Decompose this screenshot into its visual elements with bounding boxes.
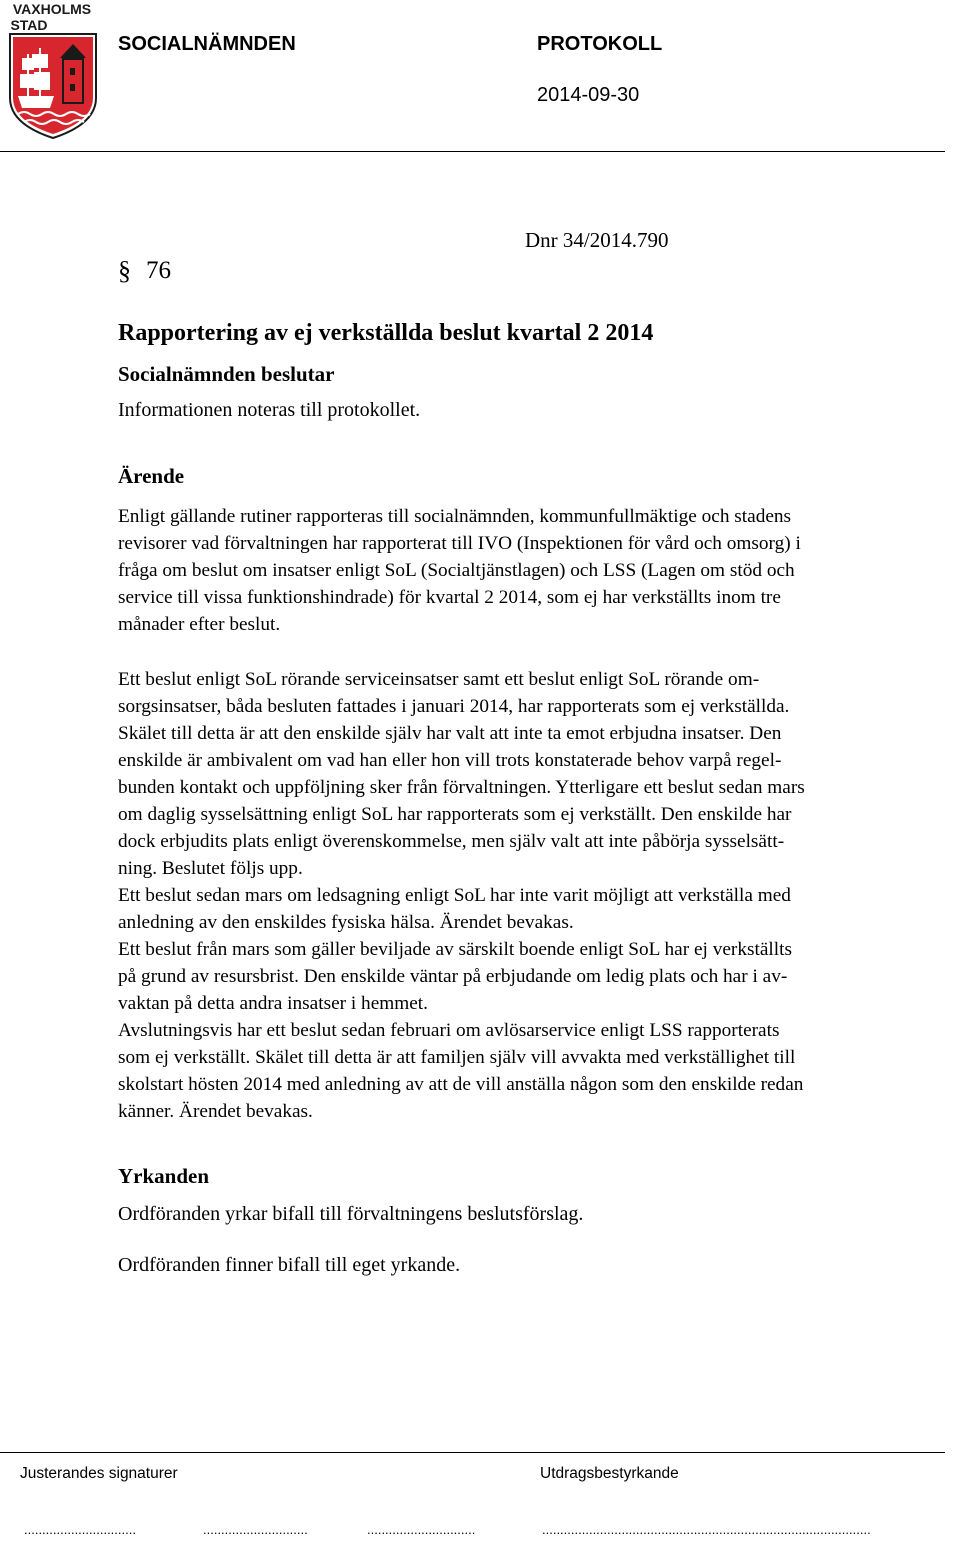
vaxholm-logo (4, 0, 100, 140)
text-line: anledning av den enskildes fysiska hälsa. Ärendet bevakas. (118, 912, 574, 933)
organisation-name: SOCIALNÄMNDEN (118, 33, 296, 55)
document-type: PROTOKOLL (537, 33, 663, 55)
decision-heading: Socialnämnden beslutar (118, 362, 335, 386)
text-line: som ej verkställt. Skälet till detta är att familjen själv vill avvakta med verkställighet till (118, 1047, 796, 1068)
footer-divider (0, 1452, 945, 1453)
text-line: Enligt gällande rutiner rapporteras till socialnämnden, kommunfullmäktige och stadens (118, 506, 792, 527)
text-line: service till vissa funktionshindrade) för kvartal 2 2014, som ej har verkställts inom tre (118, 587, 781, 608)
signatures-label: Justerandes signaturer (20, 1465, 178, 1482)
logo-text-line2: STAD (10, 17, 48, 33)
text-line: ning. Beslutet följs upp. (118, 858, 303, 879)
text-line: revisorer vad förvaltningen har rapporterat till IVO (Inspektionen för vård och omsorg) i (118, 533, 801, 554)
text-line: om daglig sysselsättning enligt SoL har rapporterats som ej verkställt. Den enskilde har (118, 804, 792, 825)
extract-signature-line: ........................................................................................... (542, 1522, 871, 1537)
text-line: skolstart hösten 2014 med anledning av att de vill anställa någon som den enskilde redan (118, 1074, 804, 1095)
matter-heading: Ärende (118, 464, 185, 488)
extract-certification-label: Utdragsbestyrkande (540, 1465, 679, 1482)
paragraph-number: 76 (146, 257, 171, 284)
vaxholm-coat-of-arms-icon (4, 0, 100, 140)
motions-text-2: Ordföranden finner bifall till eget yrkande. (118, 1254, 461, 1276)
header-divider (0, 151, 945, 152)
text-line: dock erbjudits plats enligt överenskommelse, men själv valt att inte påbörja sysselsätt- (118, 831, 785, 852)
matter-paragraph-2 (118, 666, 960, 1125)
text-line: Ett beslut sedan mars om ledsagning enligt SoL har inte varit möjligt att verkställa med (118, 885, 791, 906)
motions-heading: Yrkanden (118, 1164, 210, 1188)
logo-text-line1: VAXHOLMS (12, 1, 92, 17)
text-line: på grund av resursbrist. Den enskilde väntar på erbjudande om ledig plats och har i av- (118, 966, 788, 987)
text-line: fråga om beslut om insatser enligt SoL (Socialtjänstlagen) och LSS (Lagen om stöd och (118, 560, 795, 581)
matter-paragraph-1 (118, 503, 960, 638)
text-line: Skälet till detta är att den enskilde själv har valt att inte ta emot erbjudna insatser. Den (118, 723, 782, 744)
diary-number: Dnr 34/2014.790 (525, 228, 669, 252)
text-line: sorgsinsatser, båda besluten fattades i januari 2014, har rapporterats som ej verkställda. (118, 696, 790, 717)
signature-line-2: ............................. (203, 1522, 308, 1537)
text-line: månader efter beslut. (118, 614, 281, 635)
meeting-date: 2014-09-30 (537, 84, 640, 106)
document-title: Rapportering av ej verkställda beslut kvartal 2 2014 (118, 320, 654, 346)
signature-line-3: .............................. (367, 1522, 476, 1537)
text-line: Ett beslut enligt SoL rörande serviceinsatser samt ett beslut enligt SoL rörande om- (118, 669, 760, 690)
signature-line-1: ............................... (24, 1522, 136, 1537)
text-line: känner. Ärendet bevakas. (118, 1101, 313, 1122)
text-line: Avslutningsvis har ett beslut sedan februari om avlösarservice enligt LSS rapporterats (118, 1020, 780, 1041)
paragraph-symbol: § (118, 256, 131, 285)
motions-text-1: Ordföranden yrkar bifall till förvaltningens beslutsförslag. (118, 1203, 584, 1225)
text-line: enskilde är ambivalent om vad han eller hon vill trots konstaterade behov varpå regel- (118, 750, 782, 771)
text-line: vaktan på detta andra insatser i hemmet. (118, 993, 428, 1014)
text-line: Ett beslut från mars som gäller beviljade av särskilt boende enligt SoL har ej verkställts (118, 939, 792, 960)
text-line: bunden kontakt och uppföljning sker från förvaltningen. Ytterligare ett beslut sedan mars (118, 777, 805, 798)
decision-text: Informationen noteras till protokollet. (118, 399, 421, 421)
